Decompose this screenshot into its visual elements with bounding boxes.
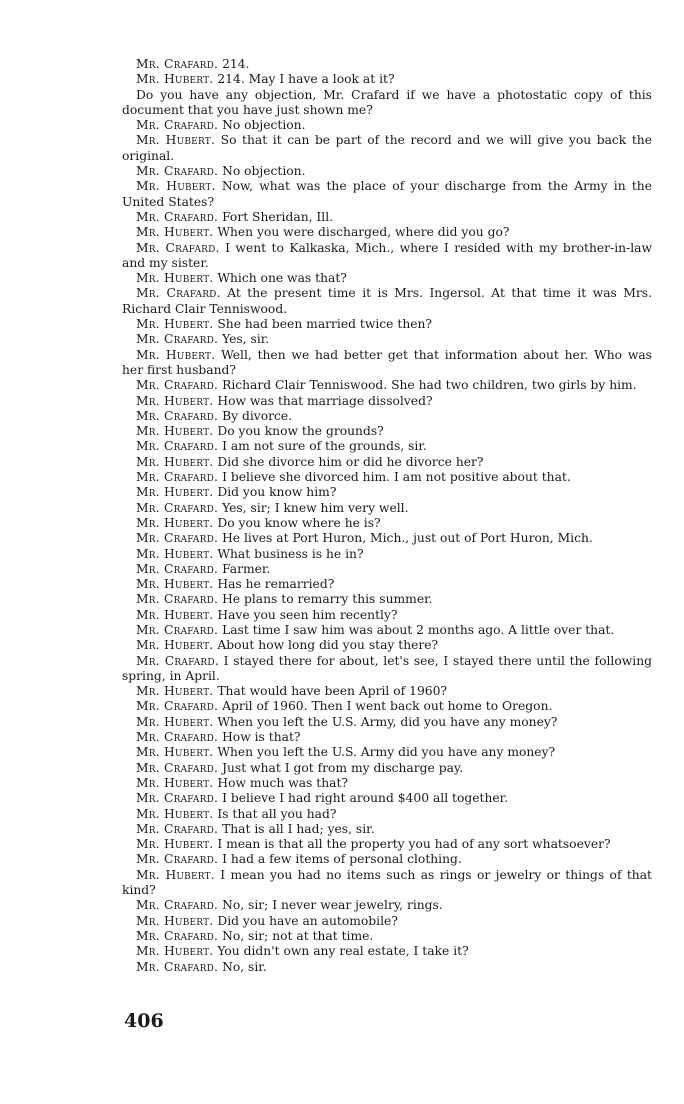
speech-text: She had been married twice then? [217,317,433,332]
transcript-paragraph [122,88,652,119]
speech-text: I mean you had no items such as rings or jewelry or things of that kind? [122,867,652,898]
speech-text: I believe I had right around $400 all together. [222,791,509,806]
speech-text: I mean is that all the property you had of any sort whatsoever? [217,837,611,852]
speaker-name: Mr. Hubert. [136,745,214,760]
speech-text: No, sir. [222,959,267,974]
page-number: 406 [124,1010,164,1032]
speech-text: I believe she divorced him. I am not positive about that. [222,470,571,485]
speech-text: Farmer. [222,561,271,576]
speaker-name: Mr. Crafard. [136,500,219,515]
speaker-name: Mr. Hubert. [136,684,214,699]
transcript-paragraph [122,179,652,210]
speaker-name: Mr. Hubert. [136,607,214,622]
transcript-page [122,57,652,975]
speaker-name: Mr. Hubert. [136,393,214,408]
speaker-name: Mr. Crafard. [136,561,219,576]
transcript-paragraph [122,57,652,72]
transcript-paragraph [122,745,652,760]
transcript-paragraph [122,348,652,379]
transcript-paragraph [122,164,652,179]
speech-text: No objection. [222,164,306,179]
speaker-name: Mr. Crafard. [136,209,219,224]
transcript-paragraph [122,898,652,913]
speaker-name: Mr. Crafard. [136,118,219,133]
transcript-paragraph [122,730,652,745]
speech-text: I had a few items of personal clothing. [222,852,462,867]
speaker-name: Mr. Crafard. [136,730,219,745]
speech-text: I stayed there for about, let's see, I stayed there until the following spring, in April. [122,653,652,683]
speaker-name: Mr. Hubert. [136,806,214,821]
speaker-name: Mr. Crafard. [136,164,219,179]
transcript-paragraph [122,485,652,500]
speaker-name: Mr. Hubert. [136,225,214,240]
transcript-paragraph [122,286,652,317]
transcript-paragraph [122,623,652,638]
speech-text: Just what I got from my discharge pay. [222,760,464,775]
transcript-paragraph [122,715,652,730]
transcript-paragraph [122,837,652,852]
speech-text: Now, what was the place of your discharge from the Army in the United States? [122,179,652,209]
speaker-name: Mr. Crafard. [136,821,219,836]
speaker-name: Mr. Crafard. [136,240,220,255]
transcript-paragraph [122,118,652,133]
speaker-name: Mr. Crafard. [136,439,219,454]
speech-text: Did you know him? [217,485,337,500]
speaker-name: Mr. Hubert. [136,638,214,653]
speech-text: Did you have an automobile? [217,913,398,928]
speech-text: When you left the U.S. Army did you have any money? [217,745,556,760]
transcript-paragraph [122,592,652,607]
transcript-paragraph [122,699,652,714]
speech-text: Last time I saw him was about 2 months ago. A little over that. [222,622,615,637]
speech-text: No, sir; not at that time. [222,928,374,943]
speech-text: Do you have any objection, Mr. Crafard if we have a photostatic copy of this document that you have just shown me? [122,87,652,117]
speech-text: Yes, sir. [222,332,270,347]
speaker-name: Mr. Hubert. [136,454,214,469]
speaker-name: Mr. Crafard. [136,286,221,301]
speech-text: 214. May I have a look at it? [217,72,395,87]
speaker-name: Mr. Crafard. [136,378,219,393]
transcript-paragraph [122,210,652,225]
speech-text: 214. [222,57,250,71]
speaker-name: Mr. Hubert. [136,271,214,286]
transcript-paragraph [122,929,652,944]
speaker-name: Mr. Hubert. [136,515,214,530]
transcript-paragraph [122,317,652,332]
transcript-paragraph [122,822,652,837]
transcript-paragraph [122,378,652,393]
speech-text: Yes, sir; I knew him very well. [222,500,409,515]
transcript-paragraph [122,547,652,562]
speaker-name: Mr. Hubert. [136,347,216,362]
speaker-name: Mr. Crafard. [136,760,219,775]
speaker-name: Mr. Hubert. [136,424,214,439]
transcript-paragraph [122,332,652,347]
transcript-paragraph [122,577,652,592]
speech-text: He lives at Port Huron, Mich., just out of Port Huron, Mich. [222,531,593,546]
speech-text: I went to Kalkaska, Mich., where I resided with my brother-in-law and my sister. [122,240,652,270]
speaker-name: Mr. Hubert. [136,546,214,561]
speaker-name: Mr. Hubert. [136,317,214,332]
speaker-name: Mr. Hubert. [136,72,214,87]
transcript-paragraph [122,776,652,791]
speech-text: Do you know where he is? [217,515,381,530]
speech-text: Do you know the grounds? [217,424,384,439]
speaker-name: Mr. Hubert. [136,837,214,852]
transcript-paragraph [122,960,652,975]
speech-text: Is that all you had? [217,806,337,821]
speech-text: You didn't own any real estate, I take it? [217,944,469,959]
speech-text: Have you seen him recently? [217,607,398,622]
transcript-paragraph [122,914,652,929]
speaker-name: Mr. Crafard. [136,791,219,806]
speaker-name: Mr. Crafard. [136,653,219,668]
speaker-name: Mr. Hubert. [136,179,216,194]
transcript-paragraph [122,944,652,959]
speech-text: When you were discharged, where did you go? [217,225,510,240]
transcript-paragraph [122,516,652,531]
transcript-paragraph [122,241,652,272]
transcript-paragraph [122,271,652,286]
speaker-name: Mr. Crafard. [136,898,219,913]
transcript-paragraph [122,852,652,867]
speech-text: About how long did you stay there? [217,638,439,653]
transcript-paragraph [122,608,652,623]
transcript-paragraph [122,394,652,409]
speech-text: He plans to remarry this summer. [222,592,433,607]
speaker-name: Mr. Hubert. [136,714,214,729]
speech-text: April of 1960. Then I went back out home to Oregon. [222,699,553,714]
speaker-name: Mr. Hubert. [136,775,214,790]
speaker-name: Mr. Crafard. [136,928,219,943]
speaker-name: Mr. Hubert. [136,485,214,500]
speech-text: How much was that? [217,775,349,790]
speech-text: Richard Clair Tenniswood. She had two children, two girls by him. [222,378,637,393]
speaker-name: Mr. Crafard. [136,470,219,485]
speaker-name: Mr. Crafard. [136,531,219,546]
transcript-paragraph [122,654,652,685]
speech-text: I am not sure of the grounds, sir. [222,439,427,454]
transcript-paragraph [122,409,652,424]
transcript-paragraph [122,225,652,240]
speech-text: Did she divorce him or did he divorce her? [217,454,484,469]
speaker-name: Mr. Crafard. [136,408,219,423]
speech-text: Has he remarried? [217,577,335,592]
transcript-paragraph [122,807,652,822]
speech-text: No, sir; I never wear jewelry, rings. [222,898,443,913]
transcript-paragraph [122,531,652,546]
transcript-paragraph [122,455,652,470]
speaker-name: Mr. Crafard. [136,852,219,867]
speaker-name: Mr. Hubert. [136,944,214,959]
speech-text: What business is he in? [217,546,364,561]
speech-text: By divorce. [222,408,293,423]
transcript-paragraph [122,562,652,577]
transcript-paragraph [122,761,652,776]
speaker-name: Mr. Crafard. [136,57,219,71]
transcript-paragraph [122,72,652,87]
speaker-name: Mr. Crafard. [136,622,219,637]
speech-text: How was that marriage dissolved? [217,393,433,408]
speaker-name: Mr. Crafard. [136,959,219,974]
transcript-paragraph [122,868,652,899]
transcript-paragraph [122,501,652,516]
transcript-paragraph [122,424,652,439]
speech-text: At the present time it is Mrs. Ingersol. At that time it was Mrs. Richard Clair Tenniswood. [122,286,653,316]
speaker-name: Mr. Crafard. [136,592,219,607]
transcript-paragraph [122,684,652,699]
transcript-paragraph [122,133,652,164]
transcript-paragraph [122,439,652,454]
speech-text: That is all I had; yes, sir. [222,821,375,836]
transcript-paragraph [122,638,652,653]
speaker-name: Mr. Crafard. [136,332,219,347]
speech-text: No objection. [222,118,306,133]
speech-text: How is that? [222,730,301,745]
transcript-paragraph [122,791,652,806]
speaker-name: Mr. Hubert. [136,913,214,928]
speech-text: So that it can be part of the record and we will give you back the original. [122,133,652,163]
speaker-name: Mr. Crafard. [136,699,219,714]
speech-text: When you left the U.S. Army, did you have any money? [217,714,558,729]
speech-text: Well, then we had better get that information about her. Who was her first husband? [122,347,652,377]
transcript-paragraph [122,470,652,485]
speech-text: Fort Sheridan, Ill. [222,209,334,224]
speech-text: Which one was that? [217,271,347,286]
speaker-name: Mr. Hubert. [136,577,214,592]
speech-text: That would have been April of 1960? [217,684,448,699]
speaker-name: Mr. Hubert. [136,133,216,148]
speaker-name: Mr. Hubert. [136,867,215,882]
